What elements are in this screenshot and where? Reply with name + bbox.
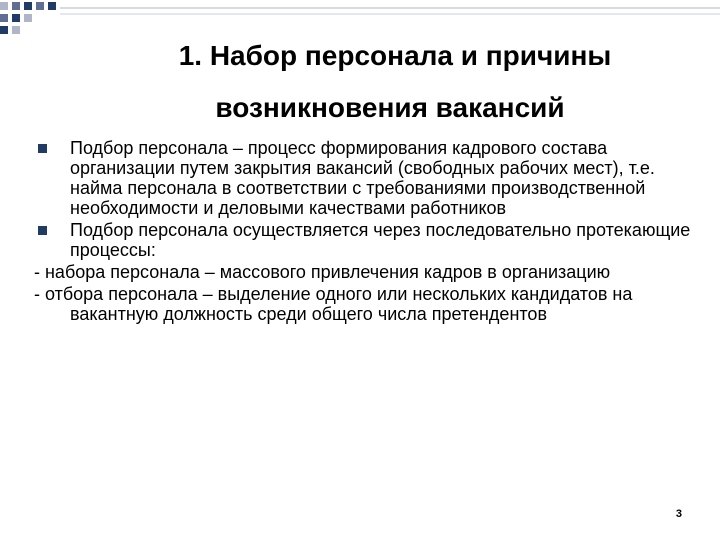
dash-item-1: - набора персонала – массового привлечения кадров в организацию: [34, 262, 611, 282]
dash-item-2: - отбора персонала – выделение одного или нескольких кандидатов на вакантную должность среди общего числа претендентов: [34, 284, 633, 324]
bullet-text-1: Подбор персонала – процесс формирования кадрового состава организации путем закрытия вакансий (свободных рабочих мест), т.е. найма персонала в соответствии с требованиями производственной необходимости и деловыми качествами работников: [70, 138, 655, 218]
bullet-text-2: Подбор персонала осуществляется через последовательно протекающие процессы:: [70, 220, 691, 260]
title-line-2: возникновения вакансий: [215, 92, 565, 123]
square-bullet-icon: [38, 144, 47, 153]
slide-body: [32, 138, 692, 326]
square-bullet-icon: [38, 226, 47, 235]
bullet-item-2: [32, 220, 692, 260]
page-number: 3: [675, 508, 682, 520]
title-line-1: 1. Набор персонала и причины: [178, 40, 612, 71]
bullet-item-1: [32, 138, 692, 218]
slide-title: [0, 30, 720, 134]
